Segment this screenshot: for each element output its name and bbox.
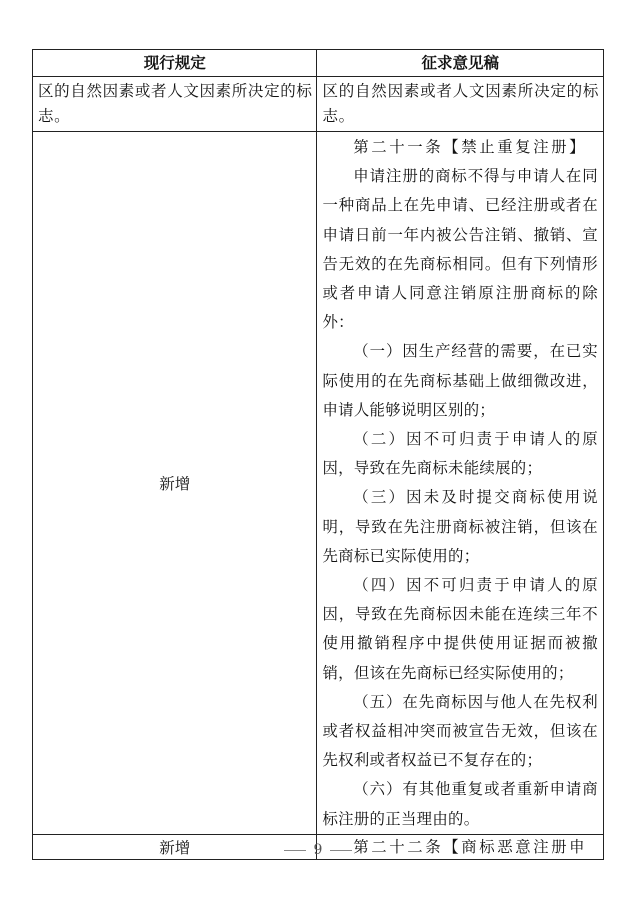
table-row	[33, 77, 604, 132]
continued-text-right: 区的自然因素或者人文因素所决定的标志。	[322, 82, 599, 125]
header-draft: 征求意见稿	[317, 50, 604, 77]
new-label: 新增	[33, 132, 317, 835]
table-row	[33, 132, 604, 835]
page-footer	[0, 842, 636, 858]
article-22-title: 第二十二条【商标恶意注册申	[353, 837, 588, 856]
new-label: 新增	[33, 834, 317, 859]
comparison-table	[32, 49, 604, 860]
footer-dash-left	[284, 850, 306, 851]
table-header-row	[33, 50, 604, 77]
article-21-paragraph: （一）因生产经营的需要，在已实际使用的在先商标基础上做细微改进，申请人能够说明区别的；	[322, 342, 598, 419]
page-number: 9	[313, 842, 323, 858]
article-21-title: 第二十一条【禁止重复注册】	[353, 138, 588, 156]
article-21-paragraph: （二）因不可归责于申请人的原因，导致在先商标未能续展的；	[322, 430, 598, 478]
footer-dash-right	[330, 850, 352, 851]
continued-text-left: 区的自然因素或者人文因素所决定的标志。	[38, 82, 313, 125]
article-21-paragraph: （三）因未及时提交商标使用说明，导致在先注册商标被注销，但该在先商标已实际使用的；	[322, 488, 598, 565]
article-21-paragraph: （五）在先商标因与他人在先权利或者权益相冲突而被宣告无效，但该在先权利或者权益已不复存在的；	[322, 692, 598, 770]
article-21	[317, 132, 603, 834]
article-21-paragraph: （四）因不可归责于申请人的原因，导致在先商标因未能在连续三年不使用撤销程序中提供使用证据而被撤销，但该在先商标已经实际使用的；	[322, 576, 598, 682]
article-21-paragraph: （六）有其他重复或者重新申请商标注册的正当理由的。	[322, 780, 598, 828]
header-current-rules: 现行规定	[33, 50, 317, 77]
article-21-paragraph: 申请注册的商标不得与申请人在同一种商品上在先申请、已经注册或者在申请日前一年内被公告注销、撤销、宣告无效的在先商标相同。但有下列情形或者申请人同意注销原注册商标的除外：	[322, 167, 598, 332]
